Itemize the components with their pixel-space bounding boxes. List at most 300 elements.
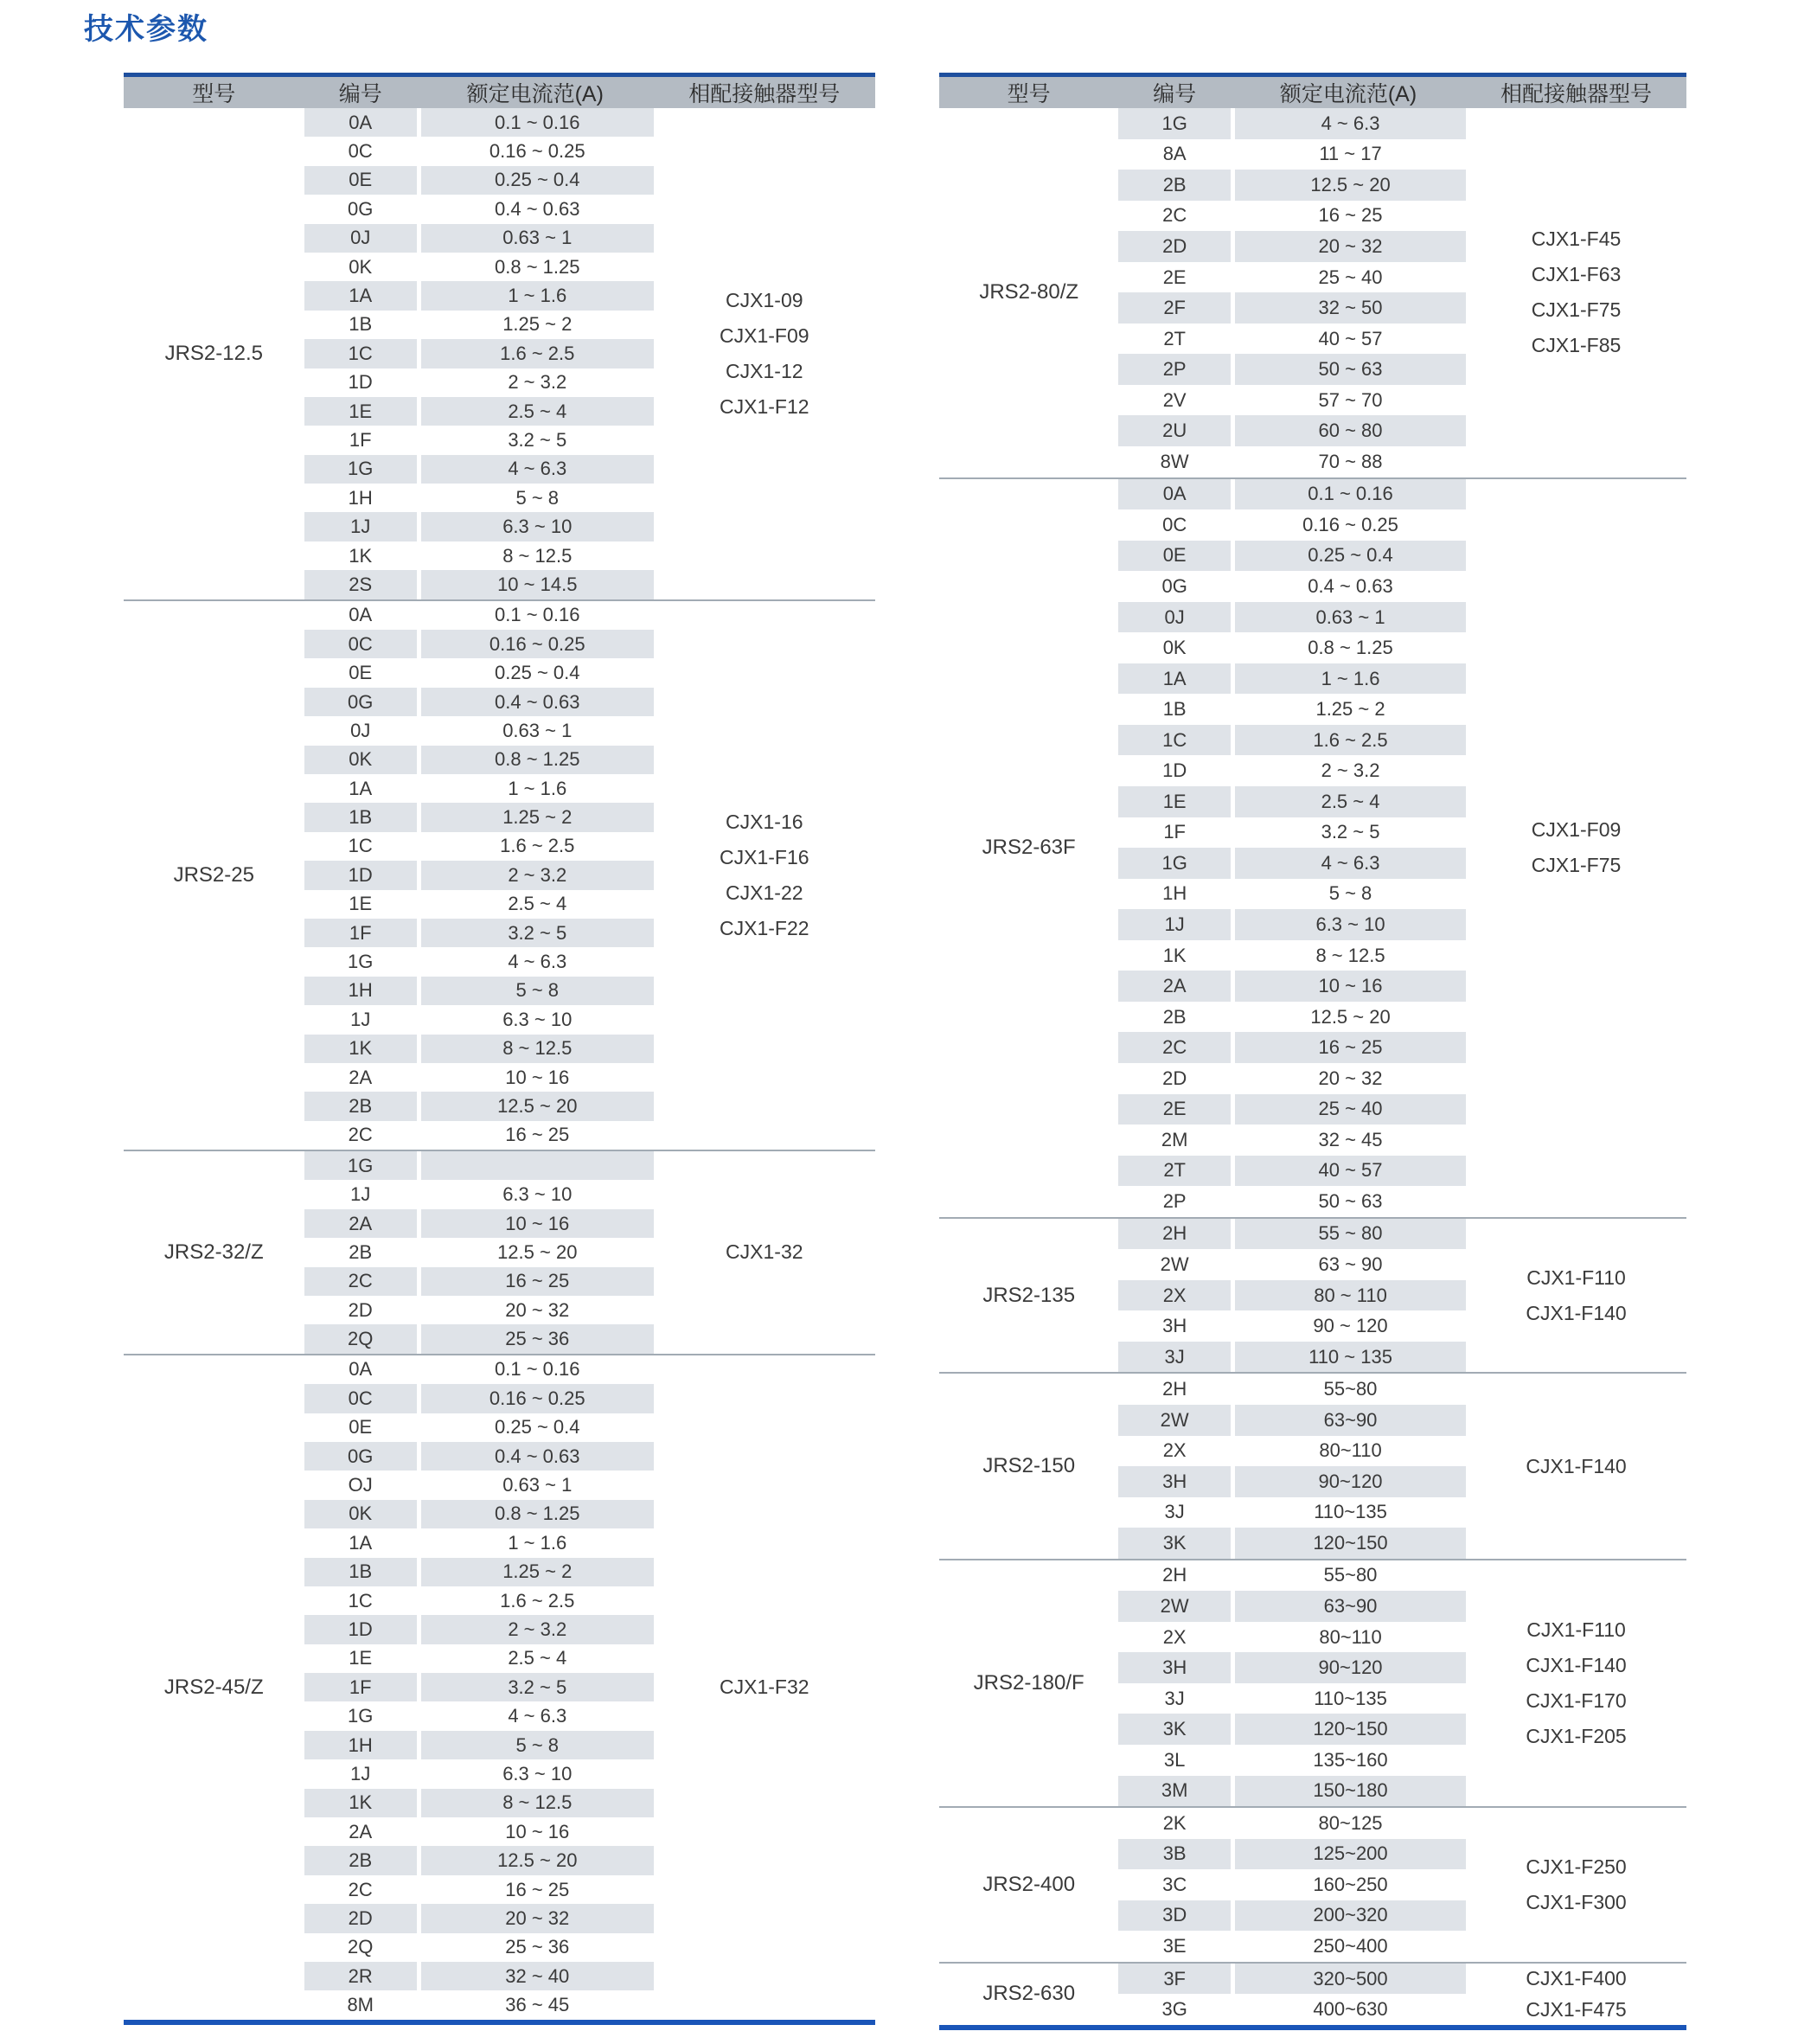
code-cell: 1E bbox=[304, 397, 417, 426]
contactor-name: CJX1-F400 bbox=[1526, 1967, 1627, 1990]
model-cell: JRS2-25 bbox=[124, 601, 304, 1150]
table-row bbox=[304, 1180, 654, 1208]
model-cell: JRS2-12.5 bbox=[124, 108, 304, 599]
code-cell: 2E bbox=[1118, 1094, 1231, 1125]
current-range-cell: 25 ~ 40 bbox=[1235, 262, 1466, 293]
table-row bbox=[1118, 1900, 1466, 1932]
current-range-cell: 10 ~ 16 bbox=[421, 1209, 654, 1238]
page-title: 技术参数 bbox=[84, 13, 208, 46]
table-row bbox=[1118, 262, 1466, 293]
current-range-cell: 0.25 ~ 0.4 bbox=[421, 658, 654, 687]
contactor-name: CJX1-F75 bbox=[1531, 298, 1622, 322]
code-cell: 2X bbox=[1118, 1280, 1231, 1311]
code-cell: 2H bbox=[1118, 1219, 1231, 1250]
code-cell: 1B bbox=[1118, 694, 1231, 725]
current-range-cell: 16 ~ 25 bbox=[1235, 1032, 1466, 1063]
current-range-cell: 25 ~ 40 bbox=[1235, 1094, 1466, 1125]
code-cell: 1D bbox=[304, 1615, 417, 1644]
contactor-cell bbox=[1466, 1374, 1686, 1558]
code-cell: 0E bbox=[304, 166, 417, 195]
table-row bbox=[1118, 786, 1466, 817]
code-cell: 2W bbox=[1118, 1591, 1231, 1622]
current-range-cell: 2 ~ 3.2 bbox=[421, 1615, 654, 1644]
current-range-cell: 0.8 ~ 1.25 bbox=[1235, 632, 1466, 663]
table-section bbox=[939, 1217, 1686, 1373]
current-range-cell: 10 ~ 16 bbox=[421, 1817, 654, 1846]
current-range-cell: 12.5 ~ 20 bbox=[1235, 1002, 1466, 1033]
code-cell: 2T bbox=[1118, 324, 1231, 355]
table-row bbox=[1118, 1869, 1466, 1900]
table-row bbox=[1118, 1776, 1466, 1807]
table-row bbox=[1118, 1683, 1466, 1714]
table-row bbox=[1118, 231, 1466, 262]
table-row bbox=[1118, 170, 1466, 201]
current-range-cell: 50 ~ 63 bbox=[1235, 354, 1466, 385]
code-cell: 3K bbox=[1118, 1528, 1231, 1559]
current-range-cell: 6.3 ~ 10 bbox=[421, 512, 654, 541]
current-range-cell: 1.25 ~ 2 bbox=[421, 803, 654, 831]
code-cell: 0A bbox=[304, 601, 417, 630]
table-section bbox=[124, 108, 875, 599]
contactor-name: CJX1-F12 bbox=[720, 394, 809, 418]
column-header-contactor: 相配接触器型号 bbox=[688, 82, 841, 106]
table-row bbox=[304, 137, 654, 165]
table-row bbox=[1118, 385, 1466, 416]
code-cell: 2B bbox=[304, 1846, 417, 1874]
current-range-cell: 135~160 bbox=[1235, 1745, 1466, 1776]
current-range-cell: 50 ~ 63 bbox=[1235, 1186, 1466, 1217]
code-cell: 1K bbox=[1118, 940, 1231, 971]
code-cell: 3J bbox=[1118, 1342, 1231, 1373]
table-body bbox=[939, 108, 1686, 2030]
code-cell: 3F bbox=[1118, 1964, 1231, 1995]
code-cell: 1G bbox=[1118, 108, 1231, 139]
current-range-cell: 0.8 ~ 1.25 bbox=[421, 1500, 654, 1528]
table-row bbox=[304, 601, 654, 630]
current-range-cell: 4 ~ 6.3 bbox=[421, 1701, 654, 1730]
table-body bbox=[124, 108, 875, 2025]
table-row bbox=[304, 803, 654, 831]
table-row bbox=[304, 108, 654, 137]
current-range-cell: 80~125 bbox=[1235, 1808, 1466, 1839]
code-cell: 1E bbox=[1118, 786, 1231, 817]
code-cell: 1A bbox=[304, 1528, 417, 1557]
current-range-cell: 12.5 ~ 20 bbox=[421, 1846, 654, 1874]
table-row bbox=[304, 541, 654, 570]
table-row bbox=[1118, 602, 1466, 633]
contactor-name: CJX1-F140 bbox=[1526, 1301, 1627, 1324]
code-cell: OJ bbox=[304, 1471, 417, 1499]
section-rows bbox=[304, 601, 654, 1150]
current-range-cell: 0.8 ~ 1.25 bbox=[421, 746, 654, 774]
table-row bbox=[304, 1121, 654, 1150]
current-range-cell: 1.6 ~ 2.5 bbox=[421, 1586, 654, 1615]
contactor-name: CJX1-F63 bbox=[1531, 263, 1622, 286]
code-cell: 2A bbox=[304, 1063, 417, 1092]
current-range-cell: 60 ~ 80 bbox=[1235, 415, 1466, 446]
model-cell: JRS2-180/F bbox=[939, 1560, 1118, 1806]
table-row bbox=[1118, 1591, 1466, 1622]
table-row bbox=[1118, 1994, 1466, 2025]
table-section bbox=[939, 477, 1686, 1217]
code-cell: 2P bbox=[1118, 354, 1231, 385]
code-cell: 3D bbox=[1118, 1900, 1231, 1932]
contactor-name: CJX1-F170 bbox=[1526, 1688, 1627, 1712]
current-range-cell: 2.5 ~ 4 bbox=[421, 890, 654, 919]
table-row bbox=[304, 311, 654, 339]
current-range-cell: 8 ~ 12.5 bbox=[421, 541, 654, 570]
model-cell: JRS2-150 bbox=[939, 1374, 1118, 1558]
current-range-cell: 3.2 ~ 5 bbox=[421, 919, 654, 947]
code-cell: 1H bbox=[304, 484, 417, 512]
current-range-cell: 0.25 ~ 0.4 bbox=[421, 1413, 654, 1442]
model-cell: JRS2-400 bbox=[939, 1808, 1118, 1962]
table-row bbox=[304, 1151, 654, 1180]
code-cell: 0K bbox=[304, 1500, 417, 1528]
table-row bbox=[304, 1586, 654, 1615]
table-row bbox=[304, 1005, 654, 1034]
code-cell: 0J bbox=[304, 716, 417, 745]
code-cell: 0G bbox=[1118, 571, 1231, 602]
table-row bbox=[1118, 1528, 1466, 1559]
table-row bbox=[1118, 1280, 1466, 1311]
current-range-cell: 20 ~ 32 bbox=[1235, 1063, 1466, 1094]
code-cell: 1G bbox=[304, 947, 417, 976]
table-row bbox=[304, 1092, 654, 1120]
table-row bbox=[1118, 292, 1466, 324]
current-range-cell: 10 ~ 16 bbox=[1235, 971, 1466, 1002]
current-range-cell: 0.63 ~ 1 bbox=[421, 716, 654, 745]
current-range-cell: 1.25 ~ 2 bbox=[421, 1558, 654, 1586]
code-cell: 1F bbox=[304, 919, 417, 947]
current-range-cell: 80 ~ 110 bbox=[1235, 1280, 1466, 1311]
table-row bbox=[1118, 1560, 1466, 1592]
current-range-cell: 250~400 bbox=[1235, 1931, 1466, 1962]
contactor-name: CJX1-F75 bbox=[1531, 854, 1622, 877]
current-range-cell: 80~110 bbox=[1235, 1622, 1466, 1653]
table-row bbox=[304, 1442, 654, 1471]
code-cell: 2H bbox=[1118, 1374, 1231, 1405]
table-row bbox=[304, 1267, 654, 1296]
current-range-cell: 1.25 ~ 2 bbox=[1235, 694, 1466, 725]
table-row bbox=[1118, 848, 1466, 879]
section-rows bbox=[304, 108, 654, 599]
table-row bbox=[304, 1528, 654, 1557]
section-rows bbox=[1118, 1560, 1466, 1806]
code-cell: 0C bbox=[1118, 509, 1231, 541]
table-row bbox=[304, 890, 654, 919]
code-cell: 2X bbox=[1118, 1622, 1231, 1653]
table-row bbox=[1118, 1745, 1466, 1776]
current-range-cell: 8 ~ 12.5 bbox=[421, 1035, 654, 1063]
current-range-cell: 4 ~ 6.3 bbox=[1235, 108, 1466, 139]
code-cell: 1J bbox=[1118, 909, 1231, 940]
contactor-name: CJX1-F475 bbox=[1526, 1997, 1627, 2021]
code-cell: 2S bbox=[304, 570, 417, 599]
table-row bbox=[304, 1789, 654, 1817]
code-cell: 2B bbox=[304, 1092, 417, 1120]
table-row bbox=[1118, 879, 1466, 910]
current-range-cell: 20 ~ 32 bbox=[421, 1904, 654, 1932]
current-range-cell: 36 ~ 45 bbox=[421, 1990, 654, 2019]
code-cell: 3J bbox=[1118, 1497, 1231, 1528]
section-rows bbox=[1118, 1964, 1466, 2025]
code-cell: 3H bbox=[1118, 1466, 1231, 1497]
current-range-cell: 55~80 bbox=[1235, 1560, 1466, 1592]
table-row bbox=[304, 339, 654, 368]
table-row bbox=[304, 1933, 654, 1962]
current-range-cell: 8 ~ 12.5 bbox=[421, 1789, 654, 1817]
code-cell: 0K bbox=[304, 746, 417, 774]
table-section bbox=[939, 1372, 1686, 1558]
current-range-cell bbox=[421, 1151, 654, 1180]
contactor-name: CJX1-F45 bbox=[1531, 227, 1622, 251]
current-range-cell: 80~110 bbox=[1235, 1436, 1466, 1467]
table-row bbox=[304, 1063, 654, 1092]
code-cell: 2D bbox=[304, 1904, 417, 1932]
current-range-cell: 0.63 ~ 1 bbox=[421, 1471, 654, 1499]
code-cell: 3H bbox=[1118, 1310, 1231, 1342]
current-range-cell: 0.8 ~ 1.25 bbox=[421, 253, 654, 281]
current-range-cell: 3.2 ~ 5 bbox=[421, 1673, 654, 1701]
table-row bbox=[1118, 663, 1466, 695]
table-row bbox=[1118, 1405, 1466, 1436]
model-cell: JRS2-32/Z bbox=[124, 1151, 304, 1354]
section-rows bbox=[304, 1355, 654, 2020]
code-cell: 1D bbox=[304, 861, 417, 889]
section-rows bbox=[1118, 1374, 1466, 1558]
current-range-cell: 0.1 ~ 0.16 bbox=[421, 108, 654, 137]
contactor-name: CJX1-F205 bbox=[1526, 1724, 1627, 1747]
spec-table-right bbox=[939, 73, 1686, 2030]
table-row bbox=[304, 195, 654, 223]
current-range-cell: 10 ~ 16 bbox=[421, 1063, 654, 1092]
contactor-name: CJX1-22 bbox=[726, 881, 803, 904]
current-range-cell: 70 ~ 88 bbox=[1235, 446, 1466, 477]
column-header-current-range: 额定电流范(A) bbox=[1279, 82, 1417, 106]
current-range-cell: 0.1 ~ 0.16 bbox=[1235, 479, 1466, 510]
contactor-name: CJX1-F140 bbox=[1526, 1454, 1627, 1477]
code-cell: 2Q bbox=[304, 1324, 417, 1353]
code-cell: 8M bbox=[304, 1990, 417, 2019]
code-cell: 1H bbox=[1118, 879, 1231, 910]
contactor-name: CJX1-F110 bbox=[1526, 1618, 1626, 1641]
spec-table-left bbox=[124, 73, 875, 2025]
current-range-cell: 0.16 ~ 0.25 bbox=[1235, 509, 1466, 541]
table-row bbox=[1118, 1002, 1466, 1033]
table-row bbox=[1118, 1931, 1466, 1962]
table-row bbox=[304, 919, 654, 947]
table-row bbox=[1118, 571, 1466, 602]
table-row bbox=[304, 1817, 654, 1846]
code-cell: 0K bbox=[304, 253, 417, 281]
section-rows bbox=[304, 1151, 654, 1354]
table-row bbox=[304, 166, 654, 195]
table-row bbox=[1118, 632, 1466, 663]
code-cell: 0A bbox=[1118, 479, 1231, 510]
model-cell: JRS2-45/Z bbox=[124, 1355, 304, 2020]
code-cell: 1B bbox=[304, 311, 417, 339]
current-range-cell: 2 ~ 3.2 bbox=[421, 861, 654, 889]
contactor-name: CJX1-F85 bbox=[1531, 334, 1622, 357]
current-range-cell: 11 ~ 17 bbox=[1235, 139, 1466, 170]
table-row bbox=[304, 977, 654, 1005]
contactor-name: CJX1-F16 bbox=[720, 845, 809, 868]
current-range-cell: 5 ~ 8 bbox=[1235, 879, 1466, 910]
code-cell: 0C bbox=[304, 1384, 417, 1413]
table-section bbox=[939, 1962, 1686, 2025]
table-section bbox=[939, 1806, 1686, 1962]
current-range-cell: 32 ~ 50 bbox=[1235, 292, 1466, 324]
column-header-contactor: 相配接触器型号 bbox=[1500, 82, 1653, 106]
code-cell: 0C bbox=[304, 137, 417, 165]
current-range-cell: 5 ~ 8 bbox=[421, 977, 654, 1005]
table-row bbox=[1118, 1808, 1466, 1839]
table-row bbox=[1118, 1186, 1466, 1217]
table-row bbox=[1118, 201, 1466, 232]
table-section bbox=[124, 1354, 875, 2020]
current-range-cell: 6.3 ~ 10 bbox=[421, 1759, 654, 1788]
table-row bbox=[1118, 755, 1466, 786]
current-range-cell: 2 ~ 3.2 bbox=[1235, 755, 1466, 786]
code-cell: 2A bbox=[304, 1209, 417, 1238]
table-row bbox=[304, 1471, 654, 1499]
table-row bbox=[1118, 1094, 1466, 1125]
code-cell: 1B bbox=[304, 1558, 417, 1586]
contactor-cell bbox=[1466, 1808, 1686, 1962]
code-cell: 2C bbox=[304, 1267, 417, 1296]
code-cell: 2C bbox=[1118, 201, 1231, 232]
current-range-cell: 4 ~ 6.3 bbox=[421, 455, 654, 484]
current-range-cell: 6.3 ~ 10 bbox=[421, 1005, 654, 1034]
current-range-cell: 12.5 ~ 20 bbox=[1235, 170, 1466, 201]
table-row bbox=[1118, 415, 1466, 446]
code-cell: 3G bbox=[1118, 1994, 1231, 2025]
table-header bbox=[939, 77, 1686, 108]
code-cell: 1K bbox=[304, 1035, 417, 1063]
code-cell: 3K bbox=[1118, 1714, 1231, 1745]
table-row bbox=[1118, 1466, 1466, 1497]
current-range-cell: 90~120 bbox=[1235, 1466, 1466, 1497]
current-range-cell: 0.16 ~ 0.25 bbox=[421, 630, 654, 658]
table-row bbox=[1118, 1063, 1466, 1094]
current-range-cell: 125~200 bbox=[1235, 1839, 1466, 1870]
contactor-name: CJX1-F140 bbox=[1526, 1653, 1627, 1676]
code-cell: 0J bbox=[1118, 602, 1231, 633]
code-cell: 1C bbox=[304, 1586, 417, 1615]
current-range-cell: 2.5 ~ 4 bbox=[1235, 786, 1466, 817]
table-row bbox=[304, 1846, 654, 1874]
table-row bbox=[304, 1238, 654, 1266]
current-range-cell: 110~135 bbox=[1235, 1497, 1466, 1528]
table-row bbox=[304, 1615, 654, 1644]
code-cell: 1K bbox=[304, 1789, 417, 1817]
current-range-cell: 0.4 ~ 0.63 bbox=[421, 688, 654, 716]
contactor-name: CJX1-F32 bbox=[720, 1676, 809, 1699]
contactor-name: CJX1-F250 bbox=[1526, 1855, 1627, 1878]
code-cell: 2T bbox=[1118, 1156, 1231, 1187]
contactor-name: CJX1-F22 bbox=[720, 916, 809, 939]
code-cell: 1J bbox=[304, 1180, 417, 1208]
code-cell: 1A bbox=[1118, 663, 1231, 695]
current-range-cell: 400~630 bbox=[1235, 1994, 1466, 2025]
current-range-cell: 5 ~ 8 bbox=[421, 1731, 654, 1759]
current-range-cell: 12.5 ~ 20 bbox=[421, 1092, 654, 1120]
table-row bbox=[304, 1644, 654, 1673]
code-cell: 8A bbox=[1118, 139, 1231, 170]
section-rows bbox=[1118, 1808, 1466, 1962]
table-row bbox=[1118, 1342, 1466, 1373]
code-cell: 2B bbox=[304, 1238, 417, 1266]
code-cell: 3H bbox=[1118, 1652, 1231, 1683]
contactor-name: CJX1-F09 bbox=[1531, 818, 1622, 842]
table-row bbox=[1118, 1032, 1466, 1063]
code-cell: 1D bbox=[304, 368, 417, 397]
table-row bbox=[1118, 324, 1466, 355]
contactor-cell bbox=[1466, 1964, 1686, 2025]
table-row bbox=[304, 455, 654, 484]
column-header-model: 型号 bbox=[1007, 82, 1051, 106]
current-range-cell: 32 ~ 45 bbox=[1235, 1125, 1466, 1156]
code-cell: 1F bbox=[304, 1673, 417, 1701]
current-range-cell: 3.2 ~ 5 bbox=[421, 426, 654, 454]
code-cell: 2M bbox=[1118, 1125, 1231, 1156]
table-row bbox=[1118, 1249, 1466, 1280]
current-range-cell: 16 ~ 25 bbox=[421, 1267, 654, 1296]
table-row bbox=[1118, 354, 1466, 385]
code-cell: 0K bbox=[1118, 632, 1231, 663]
code-cell: 1H bbox=[304, 977, 417, 1005]
table-row bbox=[304, 832, 654, 861]
code-cell: 1A bbox=[304, 281, 417, 310]
current-range-cell: 6.3 ~ 10 bbox=[421, 1180, 654, 1208]
code-cell: 2E bbox=[1118, 262, 1231, 293]
current-range-cell: 110 ~ 135 bbox=[1235, 1342, 1466, 1373]
model-cell: JRS2-135 bbox=[939, 1219, 1118, 1373]
contactor-name: CJX1-F110 bbox=[1526, 1265, 1626, 1289]
current-range-cell: 20 ~ 32 bbox=[1235, 231, 1466, 262]
table-row bbox=[304, 1035, 654, 1063]
code-cell: 2P bbox=[1118, 1186, 1231, 1217]
table-section bbox=[939, 1559, 1686, 1806]
current-range-cell: 1.6 ~ 2.5 bbox=[1235, 725, 1466, 756]
table-row bbox=[1118, 725, 1466, 756]
code-cell: 2U bbox=[1118, 415, 1231, 446]
code-cell: 2X bbox=[1118, 1436, 1231, 1467]
table-row bbox=[1118, 971, 1466, 1002]
current-range-cell: 0.4 ~ 0.63 bbox=[1235, 571, 1466, 602]
code-cell: 2C bbox=[304, 1121, 417, 1150]
current-range-cell: 0.25 ~ 0.4 bbox=[1235, 541, 1466, 572]
code-cell: 2V bbox=[1118, 385, 1231, 416]
table-row bbox=[304, 746, 654, 774]
current-range-cell: 6.3 ~ 10 bbox=[1235, 909, 1466, 940]
table-row bbox=[1118, 1497, 1466, 1528]
column-header-code: 编号 bbox=[338, 82, 382, 106]
contactor-name: CJX1-09 bbox=[726, 288, 803, 311]
contactor-cell bbox=[654, 601, 875, 1150]
table-section bbox=[939, 108, 1686, 477]
section-rows bbox=[1118, 1219, 1466, 1373]
table-row bbox=[304, 570, 654, 599]
code-cell: 2A bbox=[1118, 971, 1231, 1002]
code-cell: 1G bbox=[1118, 848, 1231, 879]
current-range-cell: 40 ~ 57 bbox=[1235, 324, 1466, 355]
code-cell: 0C bbox=[304, 630, 417, 658]
contactor-name: CJX1-32 bbox=[726, 1240, 803, 1264]
current-range-cell: 0.4 ~ 0.63 bbox=[421, 1442, 654, 1471]
code-cell: 3B bbox=[1118, 1839, 1231, 1870]
